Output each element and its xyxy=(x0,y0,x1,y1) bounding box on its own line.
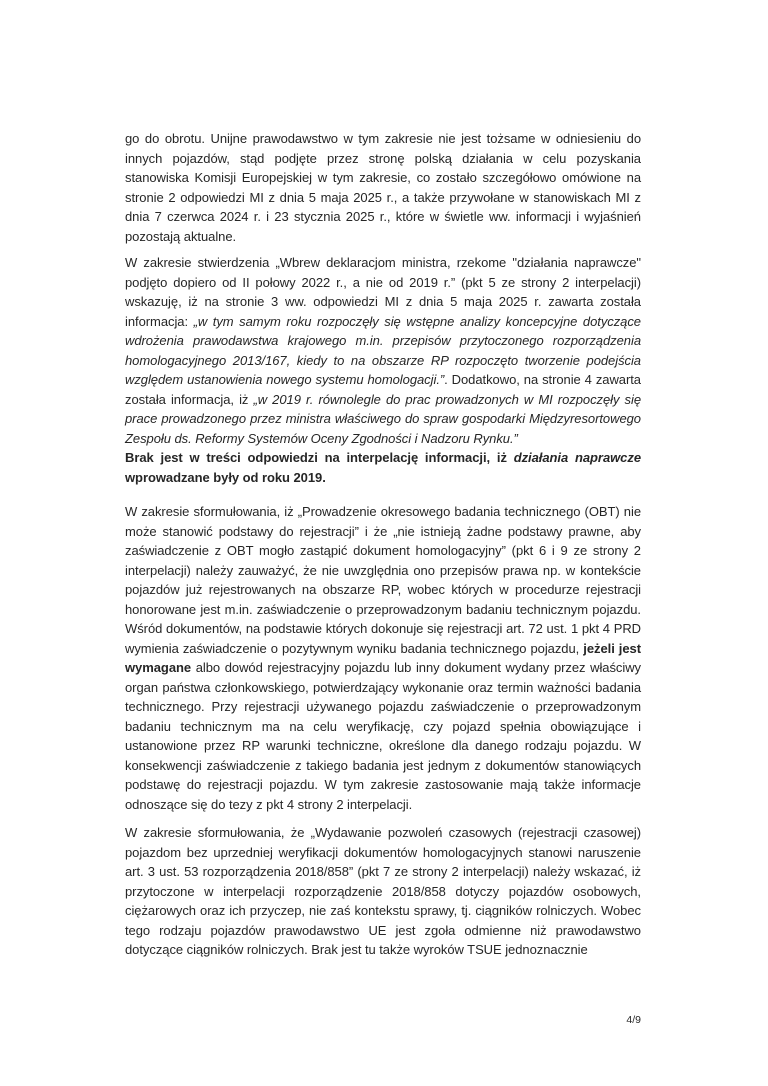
text-run: Brak jest w treści odpowiedzi na interpelację informacji, iż xyxy=(125,450,514,465)
paragraph-remedial-actions-claim xyxy=(125,253,641,448)
text-run: W zakresie sformułowania, iż „Prowadzenie okresowego badania technicznego (OBT) nie może stanowić podstawy do rejestracji” i że „nie istnieją żadne podstawy prawne, aby zaświadczenie z OBT mogło zastąpić dokument homologacyjny” (pkt 6 i 9 ze strony 2 interpelacji) należy zauważyć, że nie uwzględnia ono przepisów prawa np. w kontekście pojazdów już rejestrowanych na obszarze RP, wobec których w procedurze rejestracji honorowane jest m.in. zaświadczenie o przeprowadzonym badaniu technicznym pojazdu. Wśród dokumentów, na podstawie których dokonuje się rejestracji art. 72 ust. 1 pkt 4 PRD wymienia zaświadczenie o pozytywnym wyniku badania technicznego pojazdu, xyxy=(125,504,641,656)
document-text xyxy=(125,129,641,960)
text-run: „w tym samym roku rozpoczęły się wstępne analizy koncepcyjne dotyczące wdrożenia prawodawstwa krajowego m.in. przepisów przytoczonego rozporządzenia homologacyjnego 2013/167, kiedy to na obszarze RP rozpoczęto tworzenie podejścia względem ustanowienia nowego systemu homologacji.” xyxy=(125,313,641,387)
text-run: . Dodatkowo, na stronie 4 zawarta została informacja, iż xyxy=(125,372,641,407)
paragraph-obt-registration xyxy=(125,502,641,814)
text-run: W zakresie sformułowania, że „Wydawanie pozwoleń czasowych (rejestracji czasowej) pojazdom bez uprzedniej weryfikacji dokumentów homologacyjnych stanowi naruszenie art. 3 ust. 53 rozporządzenia 2018/858” (pkt 7 ze strony 2 interpelacji) należy wskazać, iż przytoczone w interpelacji rozporządzenie 2018/858 dotyczy pojazdów osobowych, ciężarowych oraz ich przyczep, nie zaś kontekstu sprawy, tj. ciągników rolniczych. Wobec tego rodzaju pojazdów prawodawstwo UE jest zgoła odmienne niż prawodawstwo dotyczące ciągników rolniczych. Brak jest tu także wyroków TSUE jednoznacznie xyxy=(125,825,641,957)
text-run: jeżeli jest wymagane xyxy=(125,640,641,675)
paragraph-continuation-trade xyxy=(125,129,641,246)
page-number: 4/9 xyxy=(626,1014,641,1026)
text-run: albo dowód rejestracyjny pojazdu lub inny dokument wydany przez właściwy organ państwa członkowskiego, potwierdzający wykonanie oraz termin ważności badania technicznego. Przy rejestracji używanego pojazdu zaświadczenie o przeprowadzonym badaniu technicznym ma na celu weryfikację, czy pojazd spełnia obowiązujące i ustanowione przez RP warunki techniczne, określone dla danego rodzaju pojazdu. W konsekwencji zaświadczenie z takiego badania jest jednym z dokumentów stanowiących podstawę do rejestracji pojazdu. W tym zakresie zastosowanie mają także informacje odnoszące się do tezy z pkt 4 strony 2 interpelacji. xyxy=(125,660,641,812)
text-run: wprowadzane były od roku 2019. xyxy=(125,469,326,485)
paragraph-temporary-permits xyxy=(125,823,641,960)
paragraph-bold-statement xyxy=(125,448,641,487)
text-run: W zakresie stwierdzenia „Wbrew deklaracjom ministra, rzekome "działania naprawcze" podjęto dopiero od II połowy 2022 r., a nie od 2019 r.” (pkt 5 ze strony 2 interpelacji) wskazuję, iż na stronie 3 ww. odpowiedzi MI z dnia 5 maja 2025 r. zawarta została informacja: xyxy=(125,255,641,329)
text-run: „w 2019 r. równolegle do prac prowadzonych w MI rozpoczęły się prace prowadzonego przez ministra właściwego do spraw gospodarki Międzyresortowego Zespołu ds. Reformy Systemów Oceny Zgodności i Nadzoru Rynku.” xyxy=(125,391,642,446)
text-run: działania naprawcze xyxy=(513,450,641,465)
text-run: go do obrotu. Unijne prawodawstwo w tym zakresie nie jest tożsame w odniesieniu do innych pojazdów, stąd podjęte przez stronę polską działania w celu pozyskania stanowiska Komisji Europejskiej w tym zakresie, co zostało szczegółowo omówione na stronie 2 odpowiedzi MI z dnia 5 maja 2025 r., a także przywołane w stanowiskach MI z dnia 7 czerwca 2024 r. i 23 stycznia 2025 r., które w świetle ww. informacji i wyjaśnień pozostają aktualne. xyxy=(125,131,641,244)
